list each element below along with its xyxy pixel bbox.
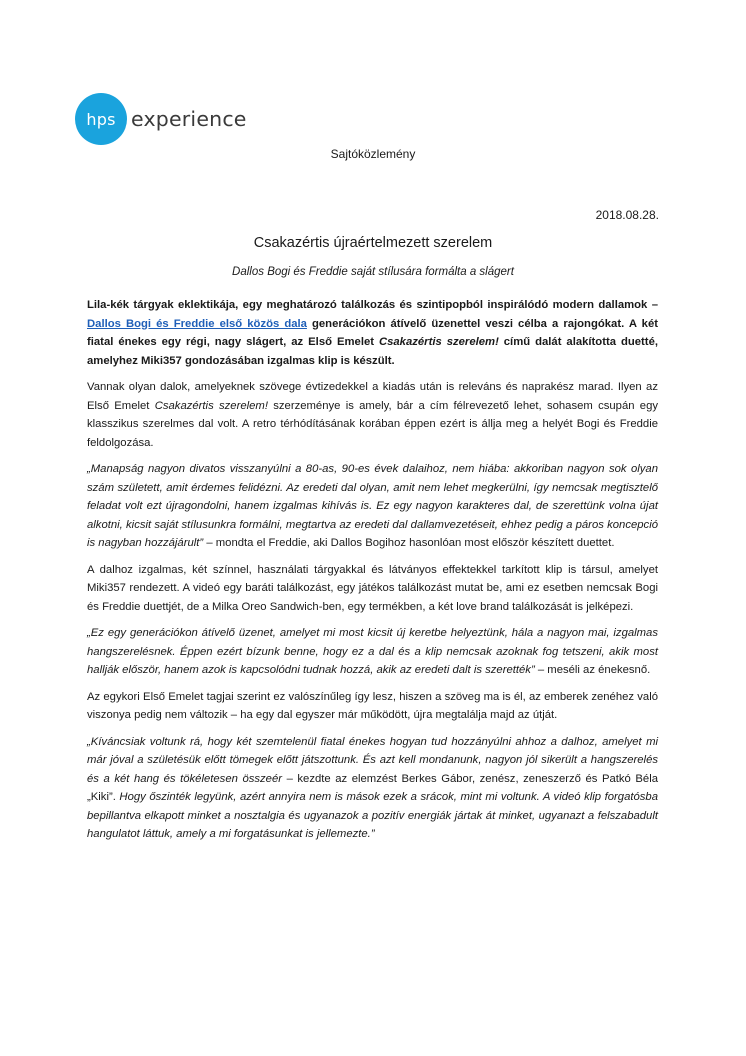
quote-elso-emelet-text: „Kíváncsiak voltunk rá, hogy két szemtelenül fiatal énekes hogyan tud hozzányúlni ahhoz a dalhoz, amelyet mi már jóval a születésük előtt tömegek előtt játszottunk. És azt kell mondanunk, nagyon jól sikerült a hangszerelés és a két hang és tökéletesen összeér bbox=[87, 735, 658, 785]
logo-wordmark: experience bbox=[131, 107, 247, 131]
paragraph-3: Az egykori Első Emelet tagjai szerint ez valószínűleg így lesz, hiszen a szöveg ma is él, az emberek zenéhez való viszonya pedig nem változik – ha egy dal egyszer már működött, újra megtalálja majd az útját. bbox=[87, 690, 658, 721]
quote-freddie bbox=[87, 460, 658, 553]
hps-experience-logo bbox=[75, 93, 247, 145]
quote-elso-emelet-text-2: Hogy őszinték legyünk, azért annyira nem is mások ezek a srácok, mint mi voltunk. A videó klip forgatósba bepillantva elkapott minket a nosztalgia és ugyanazok a pozitív energiák jártak át minket, ugyanazt a felszabadult hangulatot láttuk, amely a mi forgatásunkat is jellemezte.” bbox=[87, 791, 658, 840]
lead-text-1: Lila-kék tárgyak eklektikája, egy meghatározó találkozás és szintipopból inspirálódó modern dallamok – bbox=[87, 299, 658, 311]
document-type: Sajtóközlemény bbox=[330, 147, 416, 161]
release-date: 2018.08.28. bbox=[595, 208, 659, 222]
lead-paragraph bbox=[87, 296, 658, 370]
quote-freddie-text: „Manapság nagyon divatos visszanyúlni a 80-as, 90-es évek dalaihoz, nem hiába: akkoriban nagyon sok olyan szám született, amit érdemes felidézni. Az eredeti dal olyan, amit nem lehet megkerülni, így nemcsak megtisztelő feladat volt ezt újragondolni, hanem izgalmas kihívás is. Ez egy nagyon karakteres dal, de szerettünk volna újat alkotni, kicsit saját stílusunkra formálni, megtartva az eredeti dal dallamvezetéseit, ehhez pedig a páros koncepció is nagyban hozzájárult” bbox=[87, 463, 658, 549]
page-subtitle: Dallos Bogi és Freddie saját stílusára formálta a slágert bbox=[232, 266, 514, 278]
p1-text-2: szerzeménye is amely, bár a cím félrevezető lehet, sohasem csupán egy klasszikus szerelmes dal volt. A retro térhódításának korában éppen ezért is állja meg a helyét Bogi és Freddie feldolgozása. bbox=[87, 399, 658, 449]
logo-mark: hps bbox=[75, 93, 127, 145]
quote-freddie-attribution: – mondta el Freddie, aki Dallos Bogihoz hasonlóan most először készített duettet. bbox=[203, 537, 615, 549]
lead-text-2: generációkon átívelő üzenettel veszi célba a rajongókat. A két fiatal énekes egy régi, nagy slágert, az Első Emelet bbox=[87, 317, 658, 348]
quote-elso-emelet bbox=[87, 733, 658, 844]
song-link[interactable]: Dallos Bogi és Freddie első közös dala bbox=[87, 317, 307, 330]
lead-text-3: című dalát alakította duetté, amelyhez Miki357 gondozásában izgalmas klip is készült. bbox=[87, 336, 658, 367]
p1-song-title: Csakazértis szerelem! bbox=[154, 399, 268, 412]
p1-text-1: Vannak olyan dalok, amelyeknek szövege évtizedekkel a kiadás után is releváns és naprakész marad. Ilyen az Első Emelet bbox=[87, 381, 658, 412]
quote-elso-emelet-attribution: – kezdte az elemzést Berkes Gábor, zenész, zeneszerző és Patkó Béla „Kiki”. bbox=[87, 772, 659, 803]
paragraph-2: A dalhoz izgalmas, két színnel, használati tárgyakkal és látványos effektekkel tarkított klip is társul, amelyet Miki357 rendezett. A videó egy baráti találkozást, egy játékos találkozást mutat be, ami ez esetben nemcsak Bogi és Freddie duettjét, de a Milka Oreo Sandwich-ben, egy termékben, a két love brand találkozását is jelképezi. bbox=[87, 563, 658, 613]
lead-song-title: Csakazértis szerelem! bbox=[378, 336, 499, 348]
page-title: Csakazértis újraértelmezett szerelem bbox=[253, 235, 493, 251]
quote-bogi bbox=[87, 624, 658, 680]
quote-bogi-attribution: – meséli az énekesnő. bbox=[534, 664, 651, 676]
article-body bbox=[87, 296, 658, 852]
quote-bogi-text: „Ez egy generációkon átívelő üzenet, amelyet mi most kicsit új keretbe helyeztünk, hála a nagyon mai, izgalmas hangszerelésnek. Éppen ezért bízunk benne, hogy ez a dal és a klip nemcsak azoknak fog tetszeni, akik most hallják először, hanem azok is kapcsolódni tudnak hozzá, akik az eredeti dalt is szerették” bbox=[87, 627, 658, 676]
paragraph-1 bbox=[87, 378, 658, 452]
